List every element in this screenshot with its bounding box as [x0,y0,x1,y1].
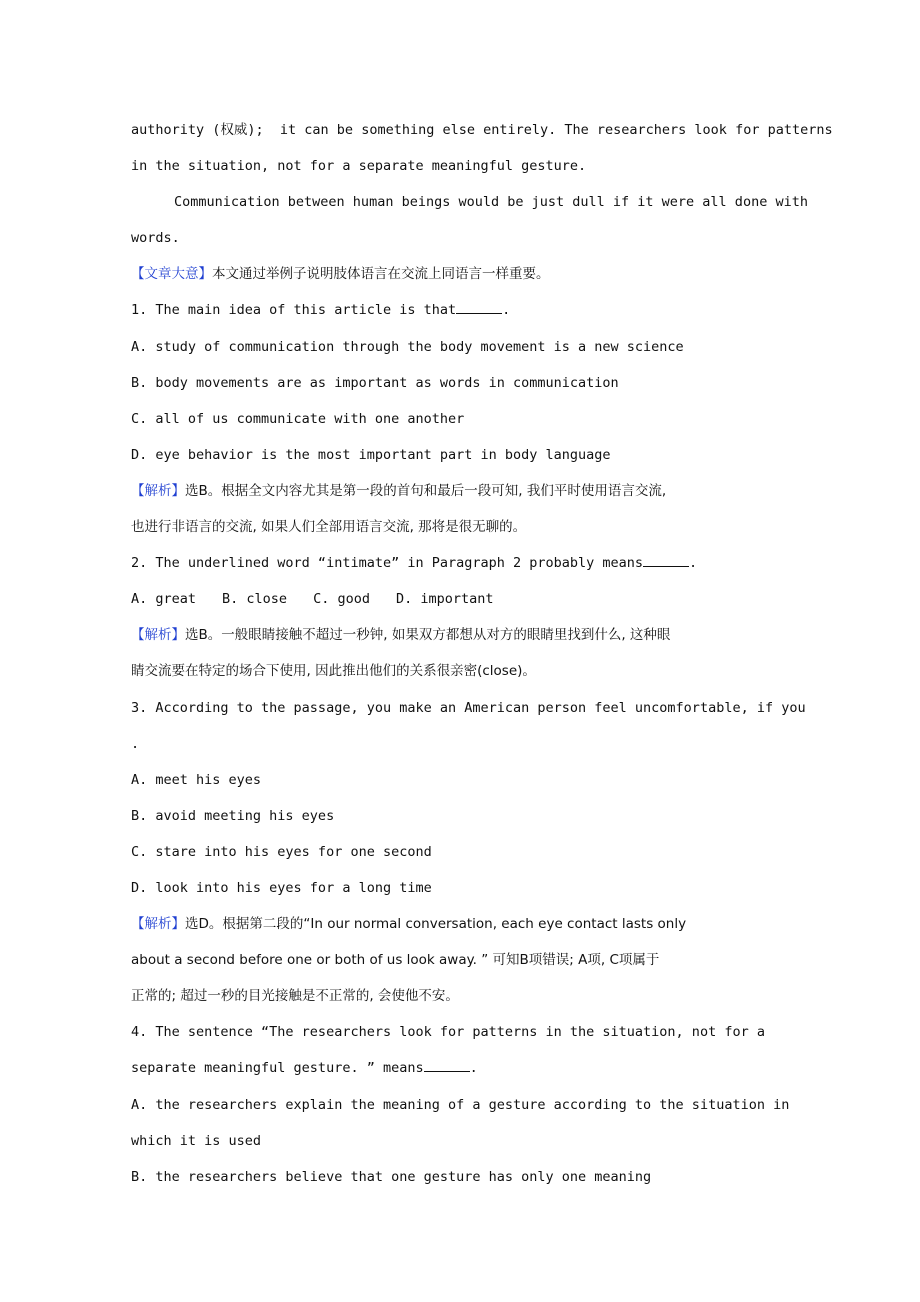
analysis-tag: 【解析】 [131,916,185,933]
question-4-option-a-cont: which it is used [131,1132,262,1149]
question-2-option-d: D. important [395,591,494,608]
question-1-option-b: B. body movements are as important as words in communication [131,374,619,391]
question-2-option-a: A. great [131,591,197,608]
question-3-analysis-cont: 正常的; 超过一秒的目光接触是不正常的, 会使他不安。 [131,988,459,1005]
answer-blank [643,565,689,567]
analysis-tag: 【解析】 [131,482,185,499]
question-1-stem: 1. The main idea of this article is that . [131,302,511,319]
question-2-option-b: B. close [222,591,288,608]
question-1-analysis-cont: 也进行非语言的交流, 如果人们全部用语言交流, 那将是很无聊的。 [131,519,527,536]
passage-line: in the situation, not for a separate meaningful gesture. [131,158,587,175]
question-1-analysis: 【解析】选B。根据全文内容尤其是第一段的首句和最后一段可知, 我们平时使用语言交流, [131,482,667,499]
question-3-stem-cont: . [131,735,140,752]
question-3-stem: 3. According to the passage, you make an American person feel uncomfortable, if you [131,699,806,716]
question-3-option-b: B. avoid meeting his eyes [131,807,335,824]
question-3-option-a: A. meet his eyes [131,771,262,788]
passage-line: authority (权威); it can be something else entirely. The researchers look for patterns [131,122,833,138]
passage-line: words. [131,230,180,247]
question-2-options [131,581,841,617]
answer-blank [424,1070,470,1072]
question-1-option-c: C. all of us communicate with one another [131,410,465,427]
document-page [131,112,841,1195]
question-4-stem-cont: separate meaningful gesture. ” means . [131,1060,478,1077]
passage-line: Communication between human beings would be just dull if it were all done with [174,194,808,211]
question-2-stem: 2. The underlined word “intimate” in Paragraph 2 probably means . [131,555,698,572]
question-2-analysis-cont: 睛交流要在特定的场合下使用, 因此推出他们的关系很亲密(close)。 [131,663,536,680]
question-3-option-d: D. look into his eyes for a long time [131,879,432,896]
summary-text: 本文通过举例子说明肢体语言在交流上同语言一样重要。 [212,266,550,283]
question-1-option-d: D. eye behavior is the most important part in body language [131,446,611,463]
question-3-analysis: 【解析】选D。根据第二段的“In our normal conversation, each eye contact lasts only [131,916,687,933]
question-4-stem: 4. The sentence “The researchers look for patterns in the situation, not for a [131,1024,765,1041]
question-3-analysis-cont: about a second before one or both of us look away. ” 可知B项错误; A项, C项属于 [131,952,660,969]
article-summary [131,256,841,292]
question-3-option-c: C. stare into his eyes for one second [131,843,432,860]
question-4-option-b: B. the researchers believe that one gesture has only one meaning [131,1168,652,1185]
summary-tag: 【文章大意】 [131,266,212,283]
question-4-option-a: A. the researchers explain the meaning of a gesture according to the situation in [131,1096,790,1113]
question-2-option-c: C. good [313,591,370,608]
analysis-tag: 【解析】 [131,627,185,644]
question-2-analysis: 【解析】选B。一般眼睛接触不超过一秒钟, 如果双方都想从对方的眼睛里找到什么, 这种眼 [131,627,671,644]
answer-blank [456,312,502,314]
question-1-option-a: A. study of communication through the body movement is a new science [131,338,684,355]
